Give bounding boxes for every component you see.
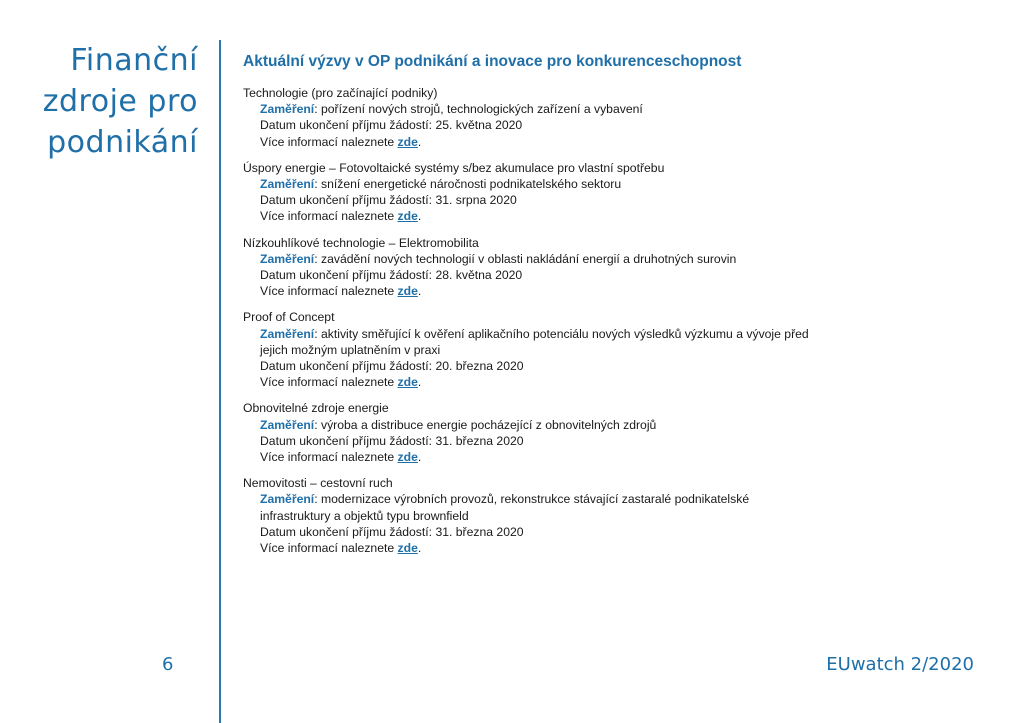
call-item xyxy=(243,309,983,390)
section-title-line: zdroje pro xyxy=(42,84,198,119)
call-more-info: Více informací naleznete zde. xyxy=(260,375,422,390)
focus-label: Zaměření xyxy=(260,102,315,117)
call-deadline: Datum ukončení příjmu žádostí: 31. března 2020 xyxy=(260,433,524,448)
focus-text: : snížení energetické náročnosti podnikatelského sektoru xyxy=(314,177,622,192)
footer-brand: EUwatch 2/2020 xyxy=(826,654,974,675)
focus-text: : zavádění nových technologií v oblasti nakládání energií a druhotných surovin xyxy=(314,251,737,266)
section-title-line: Finanční xyxy=(70,43,198,78)
more-info-link[interactable]: zde xyxy=(397,284,418,299)
more-info-text: Více informací naleznete xyxy=(260,375,395,390)
focus-label: Zaměření xyxy=(260,492,315,507)
call-item xyxy=(243,400,983,465)
focus-label: Zaměření xyxy=(260,251,315,266)
call-focus xyxy=(260,251,983,267)
call-focus xyxy=(260,101,983,117)
vertical-divider xyxy=(219,40,221,723)
call-deadline: Datum ukončení příjmu žádostí: 25. května 2020 xyxy=(260,118,523,133)
focus-text: : pořízení nových strojů, technologických zařízení a vybavení xyxy=(314,102,643,117)
section-title-line: podnikání xyxy=(47,125,198,160)
call-item xyxy=(243,235,983,300)
call-title: Obnovitelné zdroje energie xyxy=(243,401,389,416)
more-info-text: Více informací naleznete xyxy=(260,450,395,465)
call-more-info: Více informací naleznete zde. xyxy=(260,209,422,224)
call-deadline: Datum ukončení příjmu žádostí: 20. března 2020 xyxy=(260,359,524,374)
call-more-info: Více informací naleznete zde. xyxy=(260,284,422,299)
focus-label: Zaměření xyxy=(260,417,315,432)
more-info-text: Více informací naleznete xyxy=(260,541,395,556)
focus-text: : výroba a distribuce energie pocházející z obnovitelných zdrojů xyxy=(314,417,657,432)
call-more-info: Více informací naleznete zde. xyxy=(260,450,422,465)
focus-text: : aktivity směřující k ověření aplikačního potenciálu nových výsledků výzkumu a vývoje před xyxy=(314,326,809,341)
more-info-link[interactable]: zde xyxy=(397,375,418,390)
more-info-link[interactable]: zde xyxy=(397,450,418,465)
section-title xyxy=(43,40,198,163)
more-info-text: Více informací naleznete xyxy=(260,209,395,224)
more-info-text: Více informací naleznete xyxy=(260,284,395,299)
call-more-info: Více informací naleznete zde. xyxy=(260,134,422,149)
focus-label: Zaměření xyxy=(260,326,315,341)
page-heading: Aktuální výzvy v OP podnikání a inovace pro konkurenceschopnost xyxy=(243,53,742,70)
call-deadline: Datum ukončení příjmu žádostí: 31. března 2020 xyxy=(260,524,524,539)
focus-label: Zaměření xyxy=(260,177,315,192)
call-deadline: Datum ukončení příjmu žádostí: 28. května 2020 xyxy=(260,268,523,283)
call-focus xyxy=(260,176,983,192)
call-focus xyxy=(260,491,983,507)
more-info-link[interactable]: zde xyxy=(397,541,418,556)
call-focus xyxy=(260,326,983,342)
more-info-text: Více informací naleznete xyxy=(260,134,395,149)
call-focus-continued: infrastruktury a objektů typu brownfield xyxy=(260,508,469,523)
page-number: 6 xyxy=(162,654,174,675)
call-title: Proof of Concept xyxy=(243,310,335,325)
call-focus-continued: jejich možným uplatněním v praxi xyxy=(260,342,441,357)
call-title: Nemovitosti – cestovní ruch xyxy=(243,476,393,491)
call-more-info: Více informací naleznete zde. xyxy=(260,541,422,556)
call-item xyxy=(243,475,983,556)
call-focus xyxy=(260,417,983,433)
call-item xyxy=(243,160,983,225)
more-info-link[interactable]: zde xyxy=(397,209,418,224)
main-content xyxy=(243,53,983,566)
call-item xyxy=(243,85,983,150)
call-title: Technologie (pro začínající podniky) xyxy=(243,86,438,100)
call-deadline: Datum ukončení příjmu žádostí: 31. srpna 2020 xyxy=(260,193,517,208)
call-title: Nízkouhlíkové technologie – Elektromobilita xyxy=(243,235,479,250)
call-title: Úspory energie – Fotovoltaické systémy s/bez akumulace pro vlastní spotřebu xyxy=(243,160,665,175)
focus-text: : modernizace výrobních provozů, rekonstrukce stávající zastaralé podnikatelské xyxy=(314,492,750,507)
more-info-link[interactable]: zde xyxy=(397,134,418,149)
